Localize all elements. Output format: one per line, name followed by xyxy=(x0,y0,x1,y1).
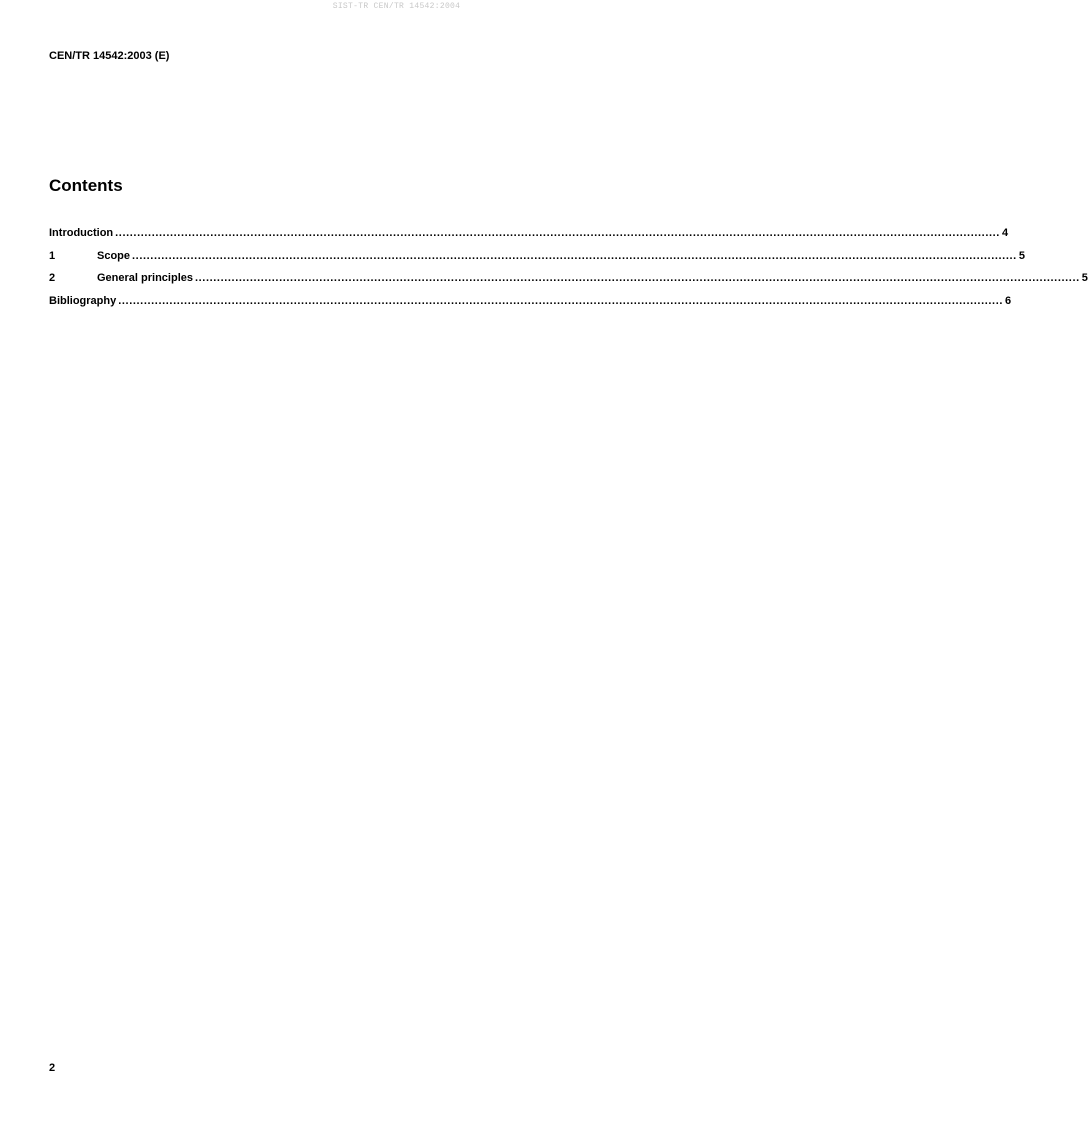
toc-entry-general-principles[interactable] xyxy=(49,271,1088,294)
toc-entry-label: Scope xyxy=(97,249,131,262)
toc-entry-introduction[interactable] xyxy=(49,226,1009,249)
toc-entry-scope[interactable] xyxy=(49,249,1025,272)
toc-entry-page: 5 xyxy=(1018,249,1025,262)
table-of-contents xyxy=(49,226,1088,316)
toc-entry-label: Bibliography xyxy=(49,294,117,307)
toc-entry-number: 2 xyxy=(49,272,56,284)
toc-entry-number: 1 xyxy=(49,249,56,262)
toc-entry-label: General principles xyxy=(97,272,193,284)
toc-dot-leader: .................................................................................................................................................................................................................................................. xyxy=(118,294,1004,307)
contents-heading: Contents xyxy=(49,176,123,195)
toc-dot-leader: .................................................................................................................................................................................................................................................. xyxy=(132,249,1017,262)
toc-entry-label: Introduction xyxy=(49,227,114,239)
toc-dot-leader: .................................................................................................................................................................................................................................................. xyxy=(194,272,1080,284)
toc-entry-bibliography[interactable] xyxy=(49,294,1012,317)
watermark-text: SIST-TR CEN/TR 14542:2004 xyxy=(332,2,461,11)
toc-entry-page: 5 xyxy=(1081,272,1088,284)
page-number: 2 xyxy=(49,1062,56,1074)
toc-entry-page: 4 xyxy=(1001,227,1009,239)
toc-dot-leader: .................................................................................................................................................................................................................................................. xyxy=(115,227,1000,239)
toc-entry-page: 6 xyxy=(1005,294,1012,307)
document-identifier: CEN/TR 14542:2003 (E) xyxy=(49,50,170,62)
